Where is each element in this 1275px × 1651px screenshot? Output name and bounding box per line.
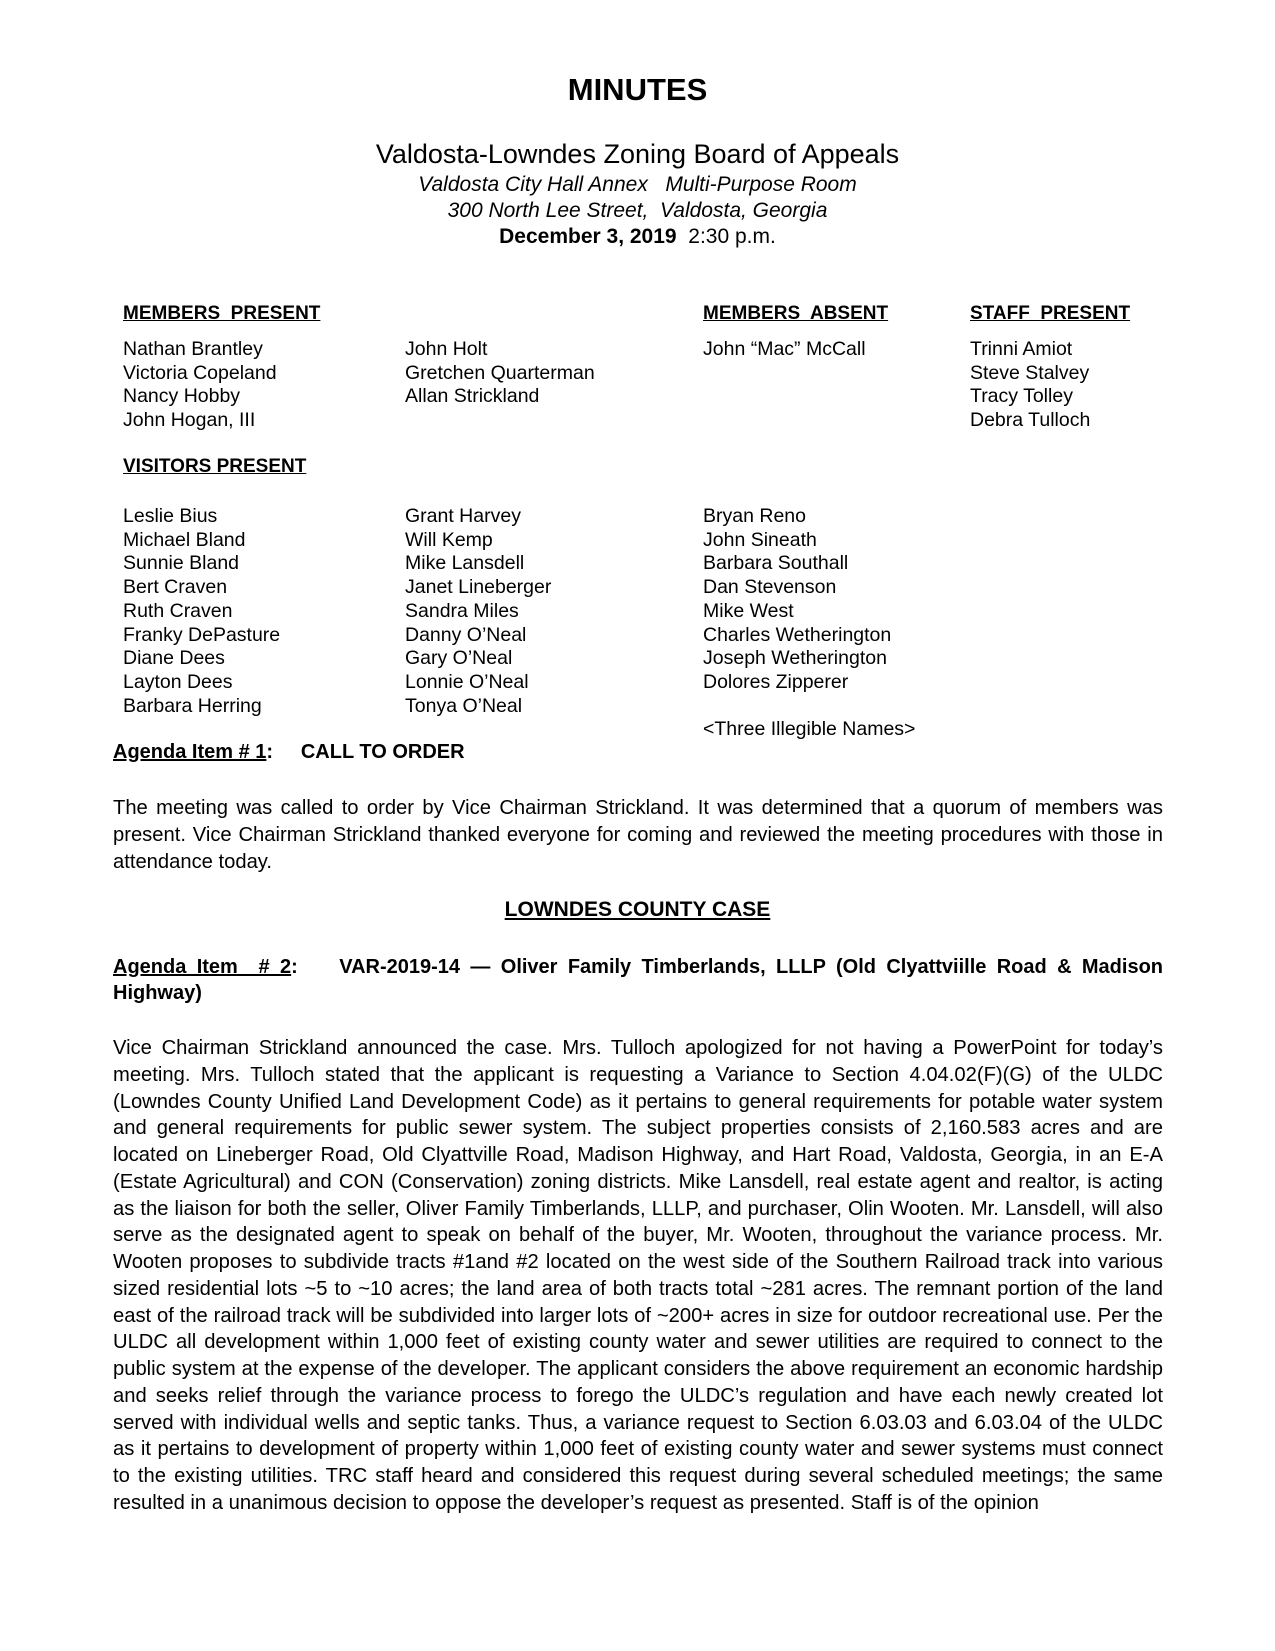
member-name: John Holt	[405, 338, 488, 360]
visitor-name: Leslie Bius	[123, 505, 218, 527]
visitors-col-3	[703, 505, 891, 695]
meeting-time: 2:30 p.m.	[688, 225, 776, 248]
absent-member-name: John “Mac” McCall	[703, 338, 866, 360]
members-present-heading: MEMBERS PRESENT	[123, 303, 321, 324]
members-present-col-2	[405, 338, 595, 409]
agenda-item-2-heading	[113, 954, 1163, 1006]
visitor-name: Dan Stevenson	[703, 576, 837, 599]
members-absent-heading: MEMBERS ABSENT	[703, 303, 889, 324]
visitor-name: Lonnie O’Neal	[405, 670, 529, 693]
agenda-item-1-heading	[113, 741, 465, 764]
organization-name: Valdosta-Lowndes Zoning Board of Appeals	[375, 139, 900, 169]
agenda-item-2-title: VAR-2019-14 — Oliver Family Timberlands, LLLP (Old Clyattviille Road & Madison Highway)	[113, 956, 1163, 1004]
visitor-name: Janet Lineberger	[405, 576, 552, 599]
visitor-name: Barbara Herring	[123, 694, 262, 717]
agenda-item-2-label: Agenda Item # 2	[113, 956, 292, 978]
visitor-name: Bryan Reno	[703, 505, 806, 527]
visitor-name: Danny O’Neal	[405, 623, 527, 646]
meeting-date	[0, 225, 1275, 249]
staff-name: Trinni Amiot	[970, 338, 1073, 360]
visitor-name: Grant Harvey	[405, 505, 521, 527]
visitor-name: Ruth Craven	[123, 599, 233, 622]
agenda-item-2-colon: :	[291, 956, 298, 978]
visitor-name: John Sineath	[703, 528, 817, 551]
staff-name: Tracy Tolley	[970, 385, 1073, 408]
visitor-name: Sandra Miles	[405, 599, 519, 622]
member-name: Gretchen Quarterman	[405, 361, 595, 384]
visitor-name: Barbara Southall	[703, 552, 849, 575]
visitor-name: Michael Bland	[123, 528, 246, 551]
location-line-1: Valdosta City Hall Annex Multi-Purpose Room	[418, 173, 857, 196]
agenda-item-1-title: CALL TO ORDER	[300, 741, 465, 763]
section-title: LOWNDES COUNTY CASE	[504, 898, 771, 921]
visitor-name: Joseph Wetherington	[703, 647, 887, 670]
visitor-name: Gary O’Neal	[405, 647, 513, 670]
location-line-2: 300 North Lee Street, Valdosta, Georgia	[447, 199, 828, 222]
members-present-col-1	[123, 338, 277, 433]
visitor-name: Sunnie Bland	[123, 552, 240, 575]
visitor-name: Bert Craven	[123, 576, 228, 599]
visitor-name: Franky DePasture	[123, 623, 281, 646]
member-name: Nancy Hobby	[123, 385, 241, 408]
visitor-name: Mike Lansdell	[405, 552, 525, 575]
member-name: John Hogan, III	[123, 409, 256, 432]
staff-present-heading: STAFF PRESENT	[970, 303, 1131, 324]
visitors-col-1	[123, 505, 280, 718]
agenda-item-1-label: Agenda Item # 1	[113, 741, 267, 763]
staff-present-list	[970, 338, 1090, 433]
visitors-col-2	[405, 505, 551, 718]
staff-name: Debra Tulloch	[970, 409, 1091, 432]
visitor-name: Mike West	[703, 599, 794, 622]
visitors-present-heading: VISITORS PRESENT	[123, 456, 307, 477]
member-name: Nathan Brantley	[123, 338, 263, 360]
visitor-name: Tonya O’Neal	[405, 694, 523, 717]
meeting-date-value: December 3, 2019	[499, 225, 677, 248]
meeting-location	[0, 172, 1275, 224]
illegible-names-note: <Three Illegible Names>	[703, 718, 916, 740]
agenda-item-2-body: Vice Chairman Strickland announced the case. Mrs. Tulloch apologized for not having a PowerPoint for today’s meeting. Mrs. Tulloch stated that the applicant is requesting a Variance to Section 4.04.02(F)(G) of the ULDC (Lowndes County Unified Land Development Code) as it pertains to general requirements for potable water system and general requirements for public sewer system. The subject properties consists of 2,160.583 acres and are located on Lineberger Road, Old Clyattville Road, Madison Highway, and Hart Road, Valdosta, Georgia, in an E-A (Estate Agricultural) and CON (Conservation) zoning districts. Mike Lansdell, real estate agent and realtor, is acting as the liaison for both the seller, Oliver Family Timberlands, LLLP, and purchaser, Olin Wooten. Mr. Lansdell, will also serve as the designated agent to speak on behalf of the buyer, Mr. Wooten, throughout the variance process. Mr. Wooten proposes to subdivide tracts #1and #2 located on the west side of the Southern Railroad track into various sized residential lots ~5 to ~10 acres; the land area of both tracts total ~281 acres. The remnant portion of the land east of the railroad track will be subdivided into larger lots of ~200+ acres in size for outdoor recreational use. Per the ULDC all development within 1,000 feet of existing county water and sewer utilities are required to connect to the public system at the expense of the developer. The applicant considers the above requirement an economic hardship and seeks relief through the variance process to forego the ULDC’s regulation and have each newly created lot served with individual wells and septic tanks. Thus, a variance request to Section 6.03.03 and 6.03.04 of the ULDC as it pertains to development of property within 1,000 feet of existing county water and sewer systems must connect to the existing utilities. TRC staff heard and considered this request during several scheduled meetings; the same resulted in a unanimous decision to oppose the developer’s request as presented. Staff is of the opinion	[113, 1037, 1163, 1514]
staff-name: Steve Stalvey	[970, 361, 1090, 384]
visitor-name: Dolores Zipperer	[703, 670, 849, 693]
agenda-item-1-body: The meeting was called to order by Vice Chairman Strickland. It was determined that a quorum of members was present. Vice Chairman Strickland thanked everyone for coming and reviewed the meeting procedures with those in attendance today.	[113, 797, 1163, 873]
visitor-name: Diane Dees	[123, 647, 225, 670]
member-name: Allan Strickland	[405, 385, 540, 408]
visitor-name: Layton Dees	[123, 670, 233, 693]
page-title: MINUTES	[567, 72, 708, 107]
visitor-name: Will Kemp	[405, 528, 493, 551]
visitor-name: Charles Wetherington	[703, 623, 892, 646]
members-absent-list	[703, 338, 866, 362]
agenda-item-1-colon: :	[266, 741, 274, 763]
member-name: Victoria Copeland	[123, 361, 277, 384]
